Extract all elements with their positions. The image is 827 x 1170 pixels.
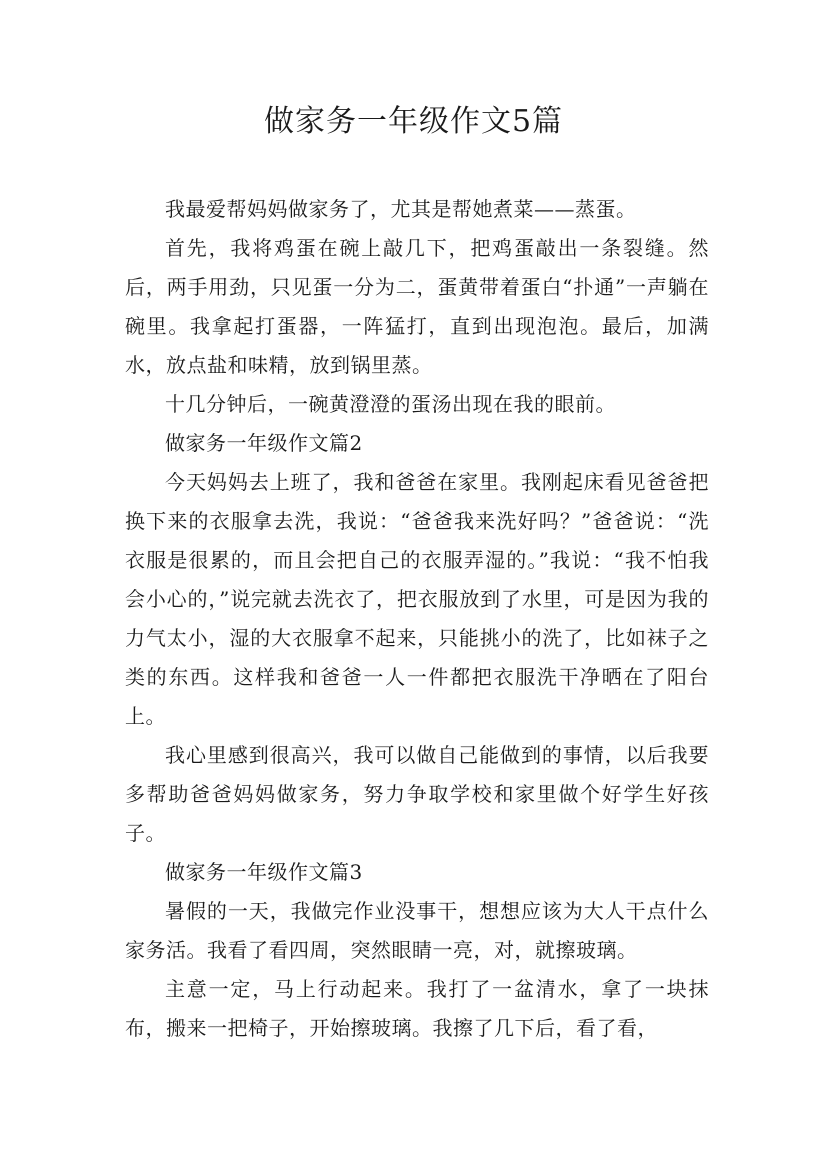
paragraph: 今天妈妈去上班了，我和爸爸在家里。我刚起床看见爸爸把换下来的衣服拿去洗，我说：“爸爸我来洗好吗？”爸爸说：“洗衣服是很累的，而且会把自己的衣服弄湿的。”我说：“我不怕我会小心的，”说完就去洗衣了，把衣服放到了水里，可是因为我的力气太小，湿的大衣服拿不起来，只能挑小的洗了，比如袜子之类的东西。这样我和爸爸一人一件都把衣服洗干净晒在了阳台上。 xyxy=(125,470,709,728)
paragraph: 我心里感到很高兴，我可以做自己能做到的事情，以后我要多帮助爸爸妈妈做家务，努力争取学校和家里做个好学生好孩子。 xyxy=(125,743,709,845)
section-heading: 做家务一年级作文篇2 xyxy=(165,431,363,455)
document-title: 做家务一年级作文5篇 xyxy=(263,104,564,139)
paragraph: 暑假的一天，我做完作业没事干，想想应该为大人干点什么家务活。我看了看四周，突然眼睛一亮，对，就擦玻璃。 xyxy=(125,899,709,962)
paragraph: 首先，我将鸡蛋在碗上敲几下，把鸡蛋敲出一条裂缝。然后，两手用劲，只见蛋一分为二，蛋黄带着蛋白“扑通”一声躺在碗里。我拿起打蛋器，一阵猛打，直到出现泡泡。最后，加满水，放点盐和味精，放到锅里蒸。 xyxy=(125,236,709,377)
paragraph: 主意一定，马上行动起来。我打了一盆清水，拿了一块抹布，搬来一把椅子，开始擦玻璃。我擦了几下后，看了看， xyxy=(125,977,709,1040)
document-body xyxy=(125,190,709,1048)
paragraph: 我最爱帮妈妈做家务了，尤其是帮她煮菜——蒸蛋。 xyxy=(165,197,637,221)
paragraph: 十几分钟后，一碗黄澄澄的蛋汤出现在我的眼前。 xyxy=(165,392,616,416)
section-heading: 做家务一年级作文篇3 xyxy=(165,860,363,884)
